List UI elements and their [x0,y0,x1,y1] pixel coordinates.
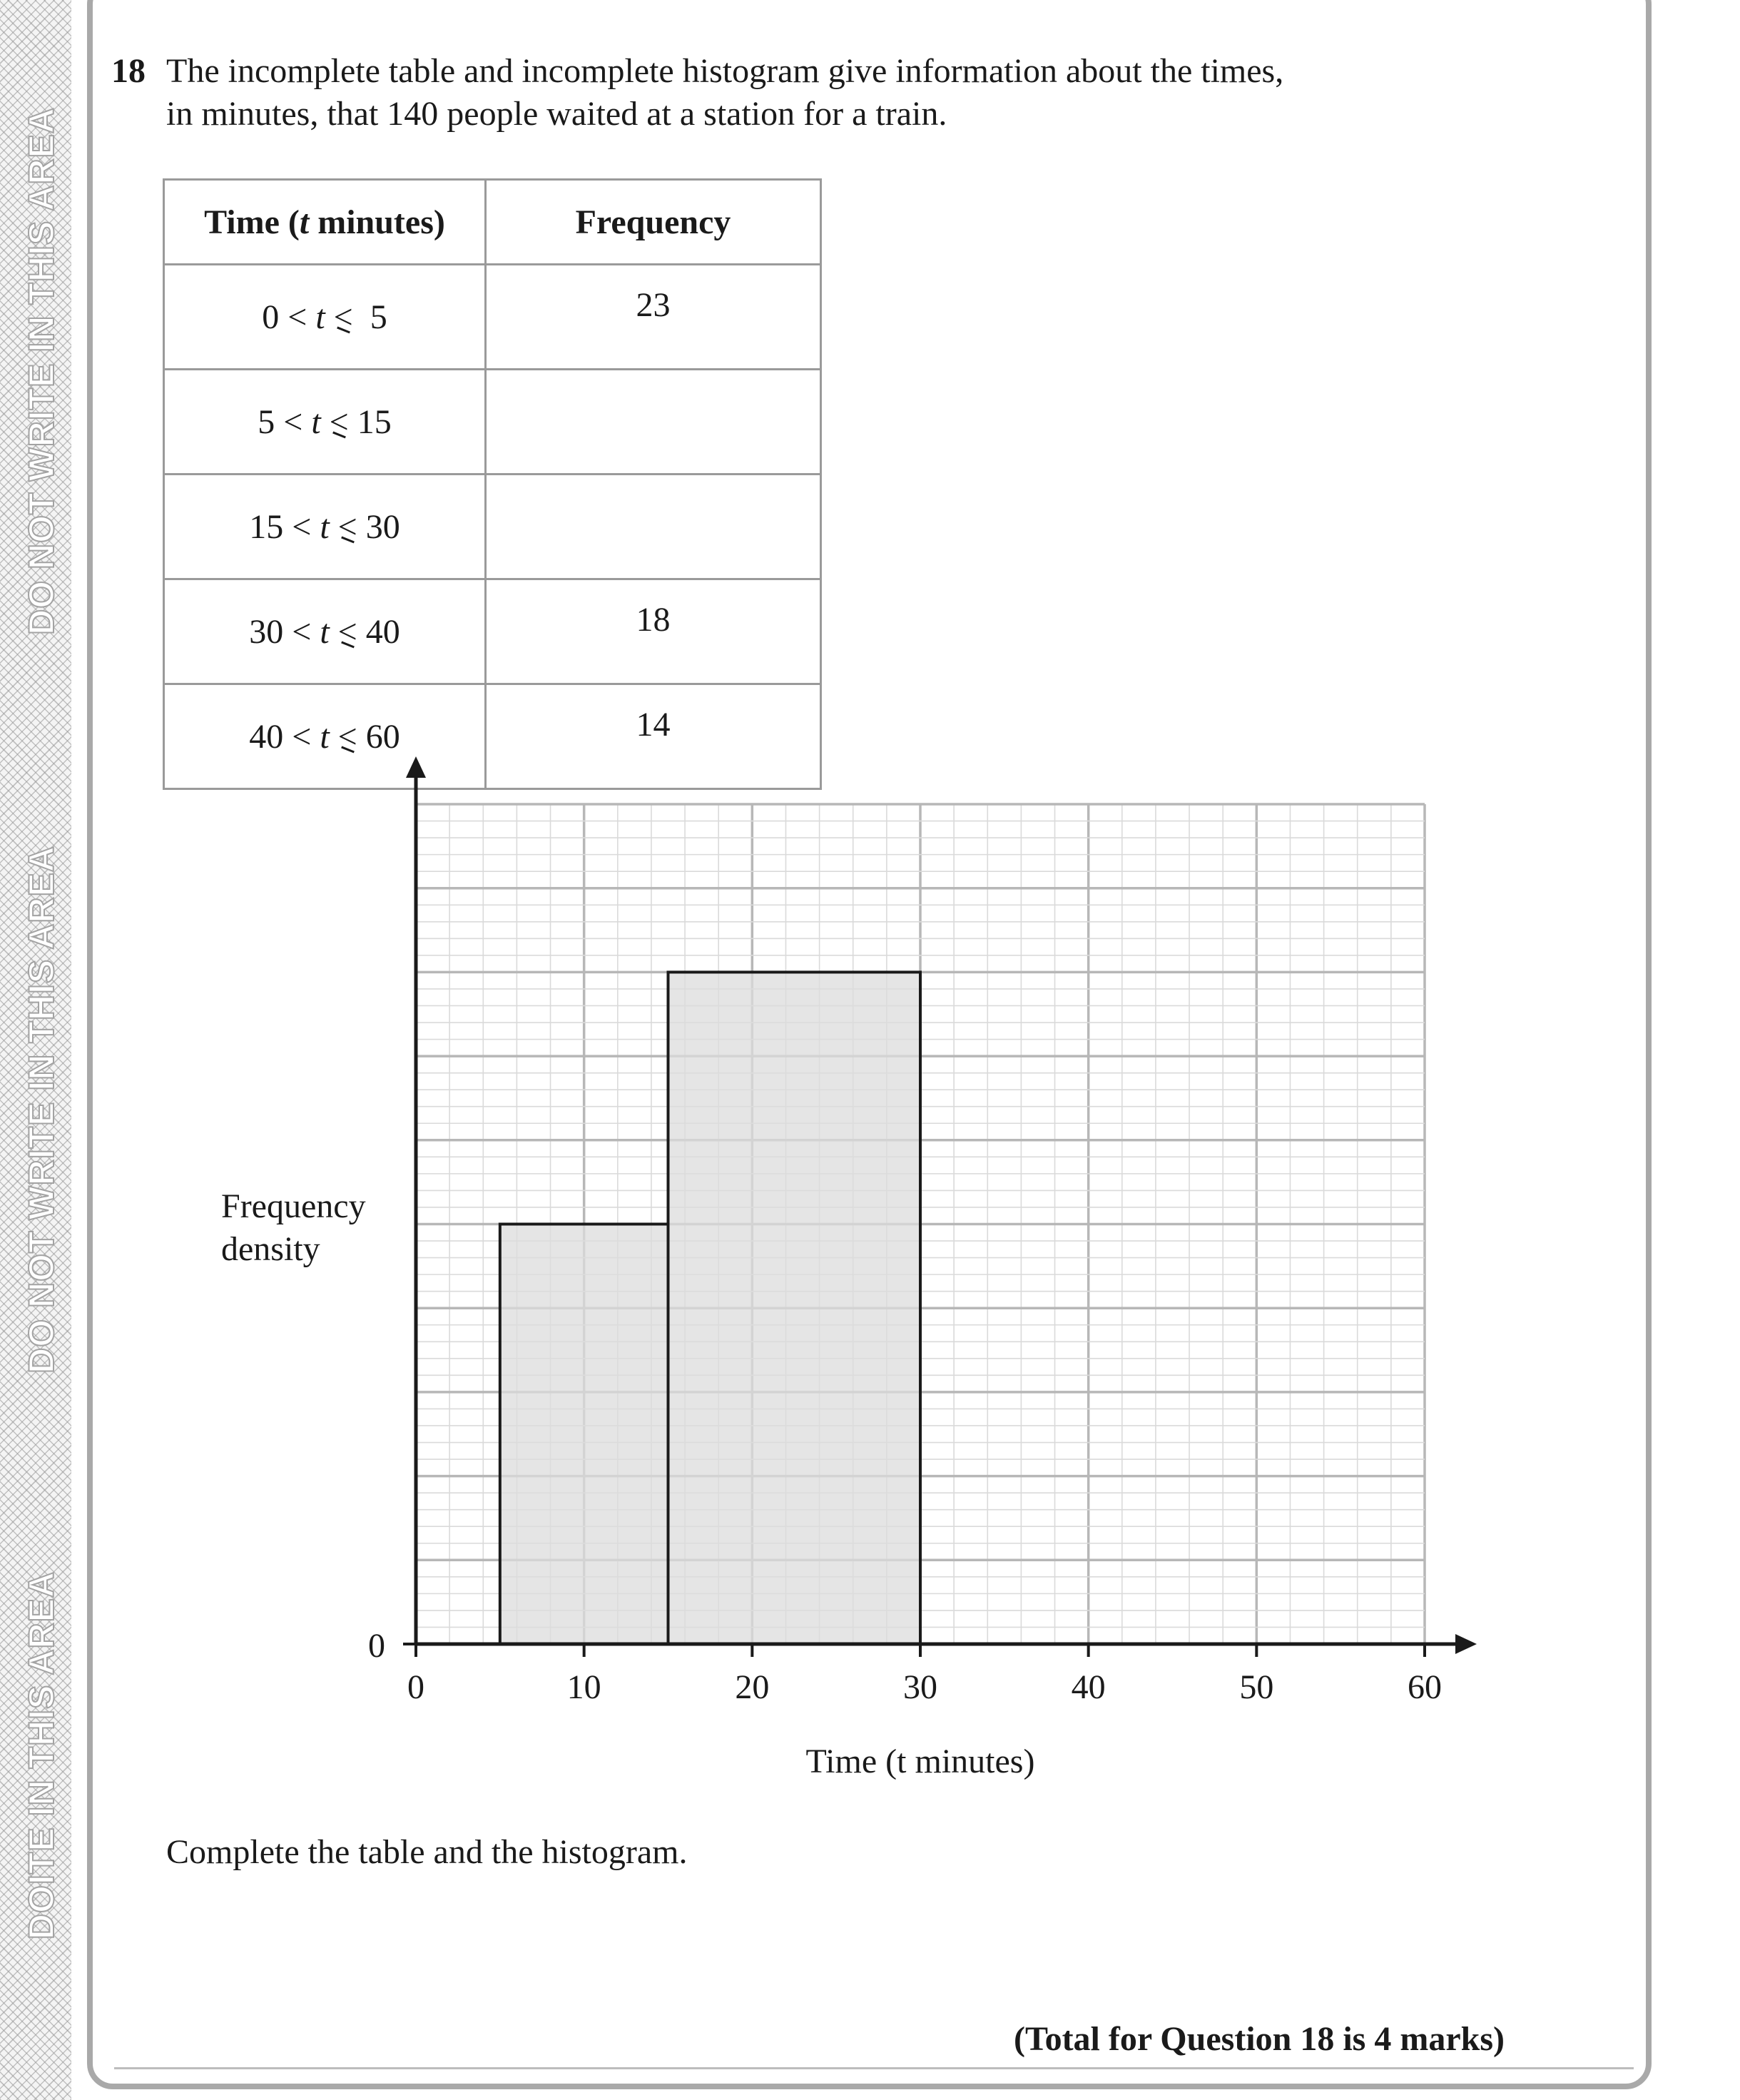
frequency-cell[interactable]: 18 [486,579,821,684]
interval-cell: 5 < t < 15 [164,370,486,475]
x-tick-label: 50 [1239,1668,1274,1706]
y-tick-label: 0 [368,1627,385,1665]
header-frequency: Frequency [486,180,821,265]
total-marks: (Total for Question 18 is 4 marks) [1013,2020,1505,2058]
frequency-cell[interactable]: 23 [486,265,821,370]
footer-rule [114,2067,1634,2069]
x-tick-label: 60 [1408,1668,1442,1706]
x-axis-label: Time (t minutes) [805,1743,1035,1780]
question-number: 18 [111,52,146,90]
x-tick-label: 40 [1071,1668,1106,1706]
interval-cell: 30 < t < 40 [164,579,486,684]
y-axis-arrow-icon [406,756,426,778]
histogram-bar [500,1224,668,1645]
interval-cell: 0 < t < 5 [164,265,486,370]
x-tick-label: 10 [566,1668,601,1706]
x-tick-label: 0 [407,1668,424,1706]
x-tick-label: 20 [735,1668,770,1706]
y-axis-label: Frequency density [221,1187,366,1268]
margin-warning-middle: DO NOT WRITE IN THIS AREA [21,846,61,1374]
histogram-bar [668,972,921,1644]
margin-warning-bottom: DOITE IN THIS AREA [21,1571,61,1940]
x-axis-arrow-icon [1455,1634,1477,1654]
interval-cell: 40 < t < 60 [164,684,486,789]
interval-cell: 15 < t < 30 [164,475,486,579]
x-tick-label: 30 [903,1668,937,1706]
margin-warning-top: DO NOT WRITE IN THIS AREA [21,107,61,635]
frequency-cell[interactable]: 14 [486,684,821,789]
instruction-text: Complete the table and the histogram. [166,1833,688,1871]
question-line-2: in minutes, that 140 people waited at a station for a train. [166,95,947,133]
header-time: Time (t minutes) [164,180,486,265]
question-line-1: The incomplete table and incomplete histogram give information about the times, [166,52,1284,90]
